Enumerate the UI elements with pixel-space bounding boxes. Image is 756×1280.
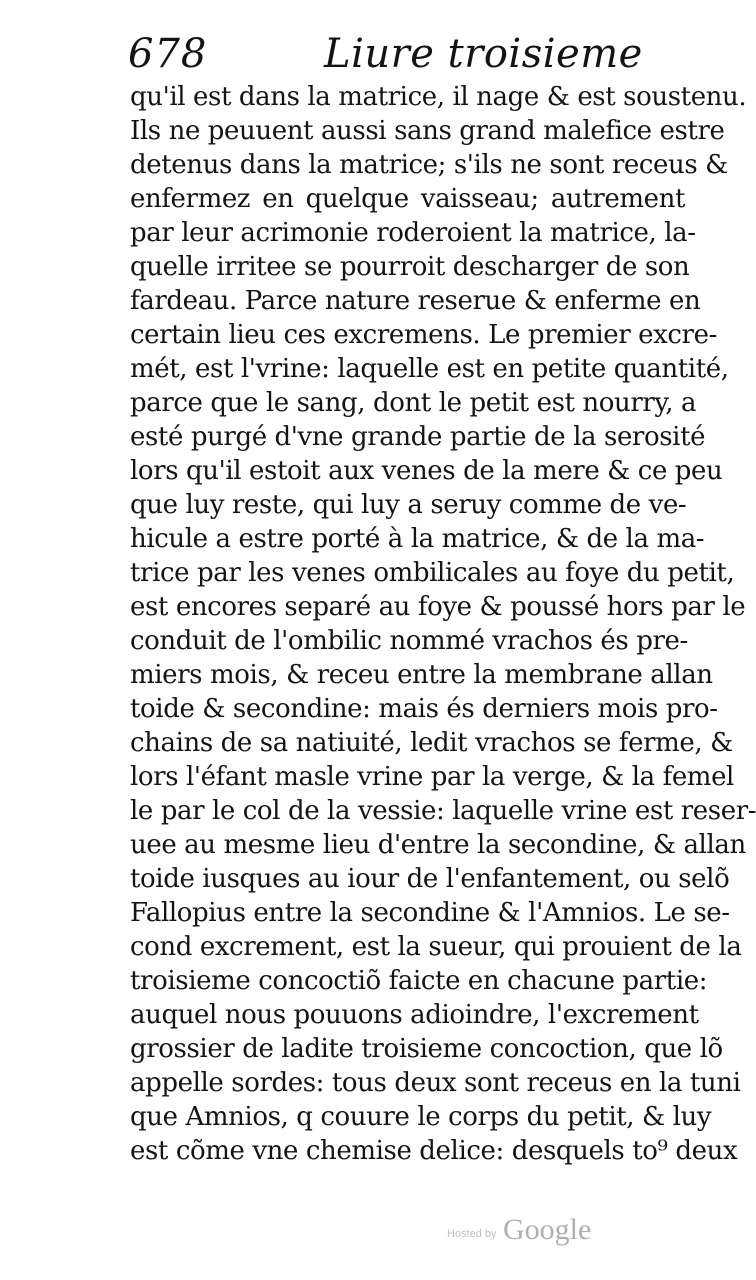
text-line: parce que le sang, dont le petit est nourry, a: [130, 388, 697, 418]
text-line: trice par les venes ombilicales au foye du petit,: [130, 558, 735, 588]
text-line: esté purgé d'vne grande partie de la serosité: [130, 422, 706, 452]
page-header: [128, 28, 643, 80]
text-line: est encores separé au foye & poussé hors par le: [130, 592, 746, 622]
text-line: quelle irritee se pourroit descharger de son: [130, 252, 690, 282]
text-line: certain lieu ces excremens. Le premier excre-: [130, 320, 717, 350]
text-line: Fallopius entre la secondine & l'Amnios. Le se-: [130, 898, 730, 928]
text-line: Ils ne peuuent aussi sans grand malefice estre: [130, 116, 725, 146]
running-title: Liure troisieme: [324, 31, 643, 77]
text-line: que Amnios, q couure le corps du petit, & luy: [130, 1102, 712, 1132]
text-line: que luy reste, qui luy a seruy comme de ve-: [130, 490, 687, 520]
text-line: grossier de ladite troisieme concoction, que lõ: [130, 1034, 723, 1064]
text-line: est cõme vne chemise delice: desquels to⁹ deux: [130, 1136, 738, 1166]
text-line: enfermez en quelque vaisseau; autrement: [130, 184, 685, 214]
text-line: lors qu'il estoit aux venes de la mere & ce peu: [130, 456, 723, 486]
text-line: le par le col de la vessie: laquelle vrine est reser-: [130, 796, 756, 826]
text-line: fardeau. Parce nature reserue & enferme en: [130, 286, 701, 316]
text-line: appelle sordes: tous deux sont receus en la tuni: [130, 1068, 741, 1098]
text-line: qu'il est dans la matrice, il nage & est soustenu.: [130, 82, 747, 112]
text-line: chains de sa natiuité, ledit vrachos se ferme, &: [130, 728, 733, 758]
text-line: mét, est l'vrine: laquelle est en petite quantité,: [130, 354, 729, 384]
text-line: conduit de l'ombilic nommé vrachos és pre-: [130, 626, 688, 656]
text-line: detenus dans la matrice; s'ils ne sont receus &: [130, 150, 728, 180]
text-line: par leur acrimonie roderoient la matrice, la-: [130, 218, 696, 248]
text-line: hicule a estre porté à la matrice, & de la ma-: [130, 524, 705, 554]
text-line: troisieme concoctiõ faicte en chacune partie:: [130, 966, 708, 996]
watermark-prefix: Hosted by: [447, 1228, 497, 1240]
text-line: uee au mesme lieu d'entre la secondine, & allan: [130, 830, 746, 860]
watermark-brand: Google: [503, 1213, 592, 1246]
text-line: toide iusques au iour de l'enfantement, ou selõ: [130, 864, 730, 894]
text-line: toide & secondine: mais és derniers mois pro-: [130, 694, 718, 724]
text-line: miers mois, & receu entre la membrane allan: [130, 660, 713, 690]
text-line: cond excrement, est la sueur, qui prouient de la: [130, 932, 742, 962]
text-line: lors l'éfant masle vrine par la verge, & la femel: [130, 762, 734, 792]
body-text: [130, 80, 756, 1168]
digitization-watermark: [447, 1213, 607, 1253]
page-number: 678: [128, 31, 208, 77]
text-line: auquel nous pouuons adioindre, l'excrement: [130, 1000, 699, 1030]
